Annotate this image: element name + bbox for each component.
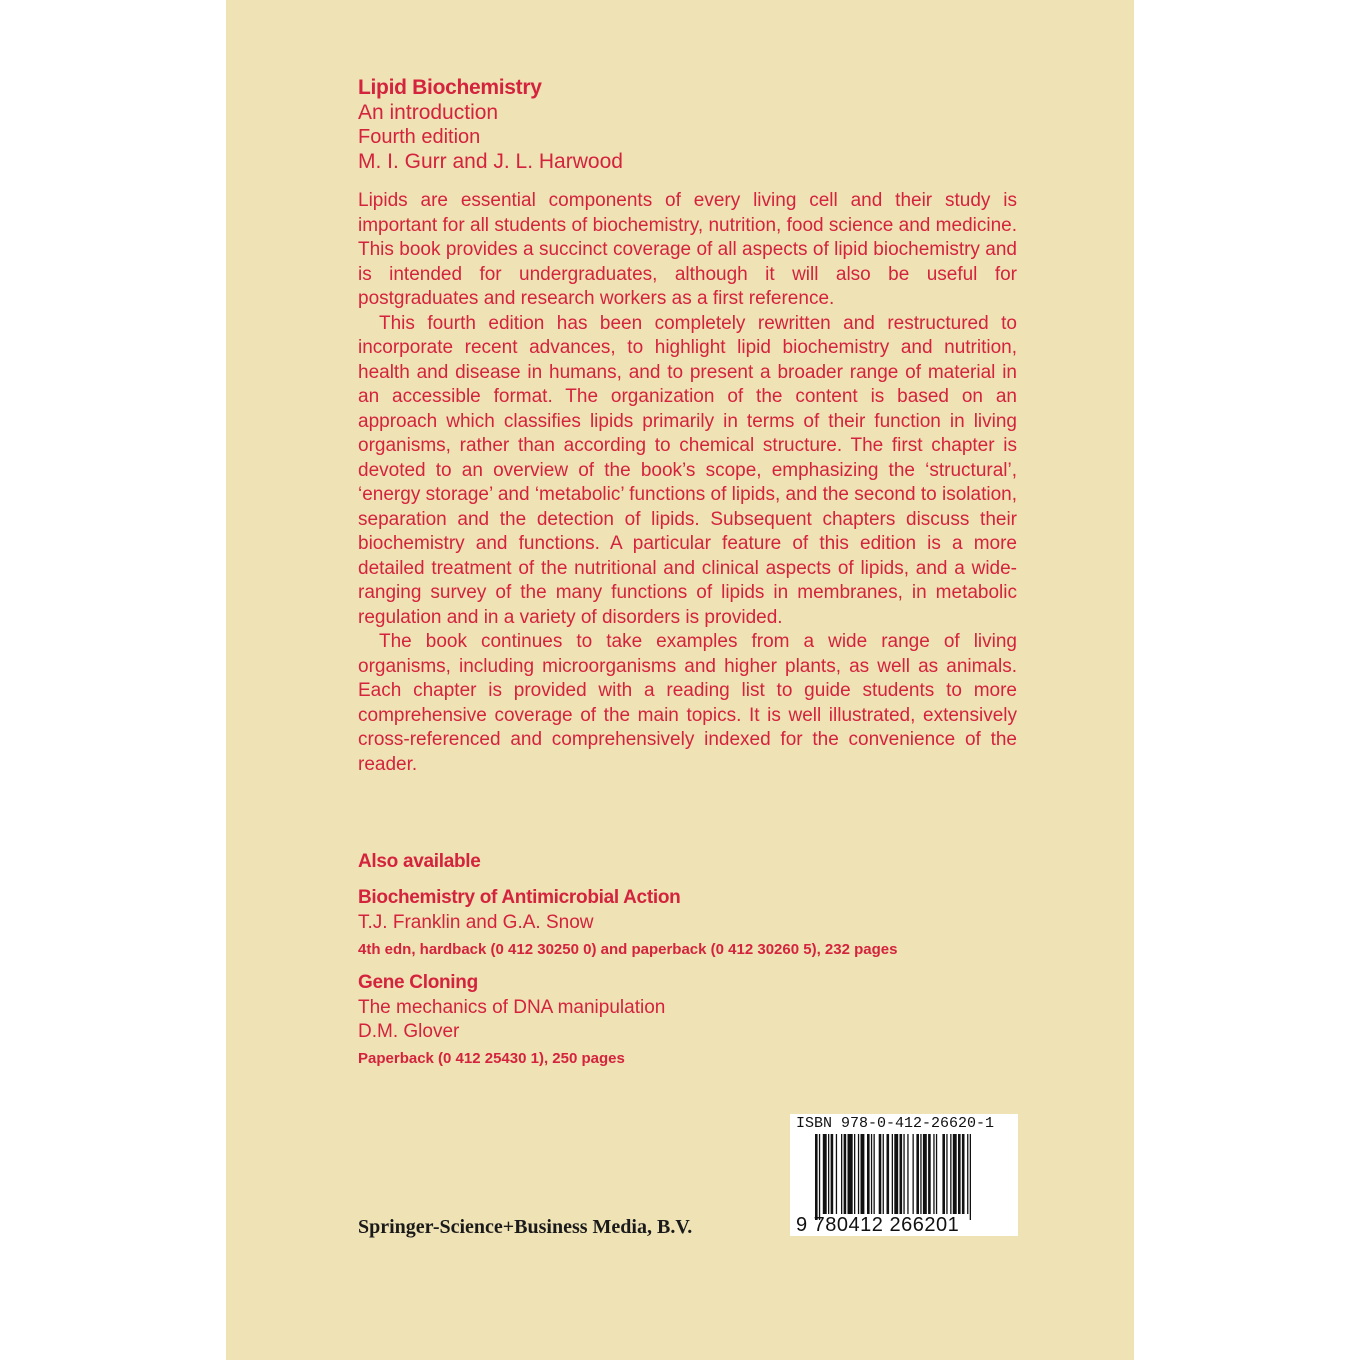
barcode-bar: [836, 1134, 837, 1214]
barcode-bar: [841, 1134, 842, 1214]
related-book-subtitle: The mechanics of DNA manipulation: [358, 997, 666, 1018]
barcode-bar: [903, 1134, 904, 1214]
barcode-bar: [942, 1134, 945, 1214]
barcode-bar: [967, 1134, 968, 1214]
barcode-bar: [844, 1134, 847, 1214]
barcode-bar: [848, 1134, 853, 1214]
barcode-bar: [907, 1134, 908, 1214]
related-book-title: Gene Cloning: [358, 972, 478, 993]
barcode-bar: [923, 1134, 927, 1214]
barcode-bar: [858, 1134, 859, 1214]
book-edition: Fourth edition: [358, 126, 481, 148]
barcode-bar: [831, 1134, 834, 1214]
barcode-bar: [970, 1134, 971, 1220]
publisher-name: Springer-Science+Business Media, B.V.: [358, 1216, 693, 1238]
barcode-bar: [936, 1134, 937, 1214]
barcode-bar: [874, 1134, 875, 1214]
book-title: Lipid Biochemistry: [358, 76, 542, 99]
barcode-bar: [946, 1134, 947, 1214]
barcode-digits: 9 780412 266201: [796, 1214, 960, 1236]
barcode-bar: [894, 1134, 898, 1214]
also-available-heading: Also available: [358, 851, 481, 872]
book-subtitle: An introduction: [358, 101, 499, 124]
related-book-details: 4th edn, hardback (0 412 30250 0) and paperback (0 412 30260 5), 232 pages: [358, 941, 898, 958]
barcode-bar: [887, 1134, 890, 1214]
description-paragraph: Lipids are essential components of every living cell and their study is important for all students of biochemistry, nutrition, food science and medicine. This book provides a succinct coverage of all aspects of lipid biochemistry and is intended for undergraduates, although it will also be useful for postgraduates and research workers as a first reference.: [358, 190, 1017, 309]
barcode-bar: [920, 1134, 921, 1214]
barcode-bar: [883, 1134, 884, 1214]
barcode-bar: [867, 1134, 870, 1214]
barcode-bar: [933, 1134, 934, 1214]
barcode-bar: [892, 1134, 893, 1214]
barcode-bar: [879, 1134, 882, 1214]
barcode-bar: [913, 1134, 914, 1214]
related-book-details: Paperback (0 412 25430 1), 250 pages: [358, 1050, 625, 1067]
barcode-bar: [958, 1134, 961, 1214]
barcode-bar: [962, 1134, 965, 1214]
description-paragraph: This fourth edition has been completely rewritten and restructured to incorporate recent advances, to highlight lipid biochemistry and nutrition, health and disease in humans, and to present a broader range of material in an accessible format. The organization of the content is based on an approach which classifies lipids primarily in terms of their function in living organisms, rather than according to chemical structure. The first chapter is devoted to an overview of the book’s scope, emphasizing the ‘structural’, ‘energy storage’ and ‘metabolic’ functions of lipids, and the second to isolation, separation and the detection of lipids. Subsequent chapters discuss their biochemistry and functions. A particular feature of this edition is a more detailed treatment of the nutritional and clinical aspects of lipids, and a wide-ranging survey of the many functions of lipids in membranes, in metabolic regulation and in a variety of disorders is provided.: [358, 312, 1017, 628]
barcode-bar: [819, 1134, 820, 1220]
related-book-authors: D.M. Glover: [358, 1021, 460, 1042]
barcode-bar: [861, 1134, 865, 1214]
barcode-bar: [823, 1134, 827, 1214]
book-authors: M. I. Gurr and J. L. Harwood: [358, 150, 623, 173]
barcode-bar: [871, 1134, 872, 1214]
related-book-authors: T.J. Franklin and G.A. Snow: [358, 912, 594, 933]
related-book-title: Biochemistry of Antimicrobial Action: [358, 887, 681, 908]
barcode-bars: [815, 1134, 1011, 1220]
description-paragraph: The book continues to take examples from a wide range of living organisms, including microorganisms and higher plants, as well as animals. Each chapter is provided with a reading list to guide students to more comprehensive coverage of the main topics. It is well illustrated, extensively cross-referenced and comprehensively indexed for the convenience of the reader.: [358, 631, 1017, 775]
barcode-bar: [854, 1134, 855, 1214]
barcode-bar: [928, 1134, 931, 1214]
barcode-bar: [900, 1134, 903, 1214]
isbn-label: ISBN 978-0-412-26620-1: [796, 1115, 995, 1132]
barcode-bar: [953, 1134, 957, 1214]
description-text: [358, 189, 1017, 777]
isbn-barcode: [790, 1114, 1018, 1236]
barcode-bar: [815, 1134, 818, 1220]
barcode-bar: [950, 1134, 951, 1214]
barcode-bar: [828, 1134, 829, 1214]
barcode-bar: [916, 1134, 919, 1214]
